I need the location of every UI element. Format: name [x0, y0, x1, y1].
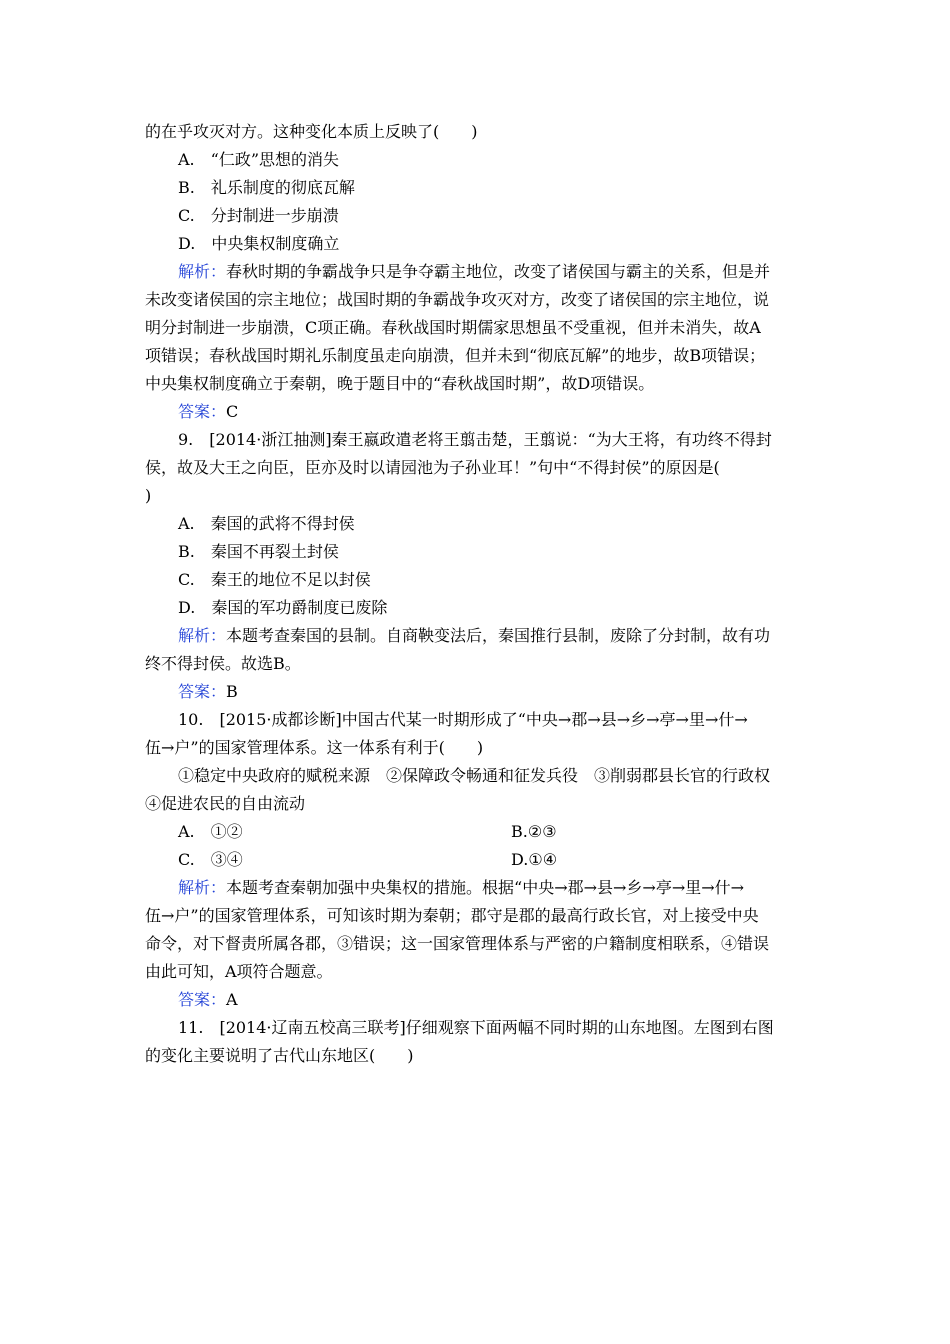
q9-option-a: A. 秦国的武将不得封侯	[178, 514, 355, 533]
answer-label: 答案：	[178, 682, 227, 701]
q8-analysis-line: 明分封制进一步崩溃，C项正确。春秋战国时期儒家思想虽不受重视，但并未消失，故A	[145, 318, 761, 337]
q9-stem-line: 侯，故及大王之向臣，臣亦及时以请园池为子孙业耳！”句中“不得封侯”的原因是(	[145, 458, 720, 477]
q8-option-d: D. 中央集权制度确立	[178, 234, 340, 253]
q8-analysis	[178, 262, 770, 282]
q9-analysis-line: 终不得封侯。故选B。	[145, 654, 301, 673]
q10-answer	[178, 990, 238, 1010]
q8-option-b: B. 礼乐制度的彻底瓦解	[178, 178, 355, 197]
answer-label: 答案：	[178, 990, 227, 1009]
answer-value: C	[226, 402, 239, 421]
q10-stem: 10. [2015·成都诊断]中国古代某一时期形成了“中央→郡→县→乡→亭→里→什→	[178, 710, 748, 729]
analysis-label: 解析：	[178, 878, 227, 897]
q11-stem: 11. [2014·辽南五校高三联考]仔细观察下面两幅不同时期的山东地图。左图到右图	[178, 1018, 774, 1037]
q8-answer	[178, 402, 238, 422]
analysis-label: 解析：	[178, 626, 227, 645]
q9-option-b: B. 秦国不再裂土封侯	[178, 542, 339, 561]
analysis-text: 春秋时期的争霸战争只是争夺霸主地位，改变了诸侯国与霸主的关系，但是并	[226, 262, 771, 281]
q8-option-a: A. “仁政”思想的消失	[178, 150, 340, 169]
q10-option-c: C. ③④	[178, 850, 243, 869]
q10-statements-line: ④促进农民的自由流动	[145, 794, 306, 813]
q9-answer	[178, 682, 238, 702]
q10-analysis-line: 伍→户”的国家管理体系，可知该时期为秦朝；郡守是郡的最高行政长官，对上接受中央	[145, 906, 759, 925]
q10-statements: ①稳定中央政府的赋税来源 ②保障政令畅通和征发兵役 ③削弱郡县长官的行政权	[178, 766, 771, 785]
answer-label: 答案：	[178, 402, 227, 421]
q9-stem: 9. [2014·浙江抽测]秦王嬴政遣老将王翦击楚，王翦说：“为大王将，有功终不得封	[178, 430, 772, 449]
q8-analysis-line: 中央集权制度确立于秦朝，晚于题目中的“春秋战国时期”，故D项错误。	[145, 374, 655, 393]
q10-option-b: B.②③	[511, 822, 557, 841]
q9-stem-line: )	[145, 486, 152, 505]
q8-stem-tail: 的在乎攻灭对方。这种变化本质上反映了( )	[145, 122, 478, 141]
q8-analysis-line: 未改变诸侯国的宗主地位；战国时期的争霸战争攻灭对方，改变了诸侯国的宗主地位，说	[145, 290, 770, 309]
q10-analysis-line: 命令，对下督责所属各郡，③错误；这一国家管理体系与严密的户籍制度相联系，④错误	[145, 934, 770, 953]
q9-option-d: D. 秦国的军功爵制度已废除	[178, 598, 388, 617]
q8-option-c: C. 分封制进一步崩溃	[178, 206, 339, 225]
answer-value: B	[226, 682, 238, 701]
analysis-text: 本题考查秦朝加强中央集权的措施。根据“中央→郡→县→乡→亭→里→什→	[226, 878, 745, 897]
q10-analysis-line: 由此可知，A项符合题意。	[145, 962, 333, 981]
q10-stem-line: 伍→户”的国家管理体系。这一体系有利于( )	[145, 738, 484, 757]
analysis-text: 本题考查秦国的县制。自商鞅变法后，秦国推行县制，废除了分封制，故有功	[226, 626, 771, 645]
q9-option-c: C. 秦王的地位不足以封侯	[178, 570, 371, 589]
q9-analysis	[178, 626, 770, 646]
q10-analysis	[178, 878, 744, 898]
answer-value: A	[226, 990, 238, 1009]
q8-analysis-line: 项错误；春秋战国时期礼乐制度虽走向崩溃，但并未到“彻底瓦解”的地步，故B项错误；	[145, 346, 766, 365]
analysis-label: 解析：	[178, 262, 227, 281]
q11-stem-line: 的变化主要说明了古代山东地区( )	[145, 1046, 414, 1065]
q10-option-d: D.①④	[511, 850, 558, 869]
q10-option-a: A. ①②	[178, 822, 243, 841]
